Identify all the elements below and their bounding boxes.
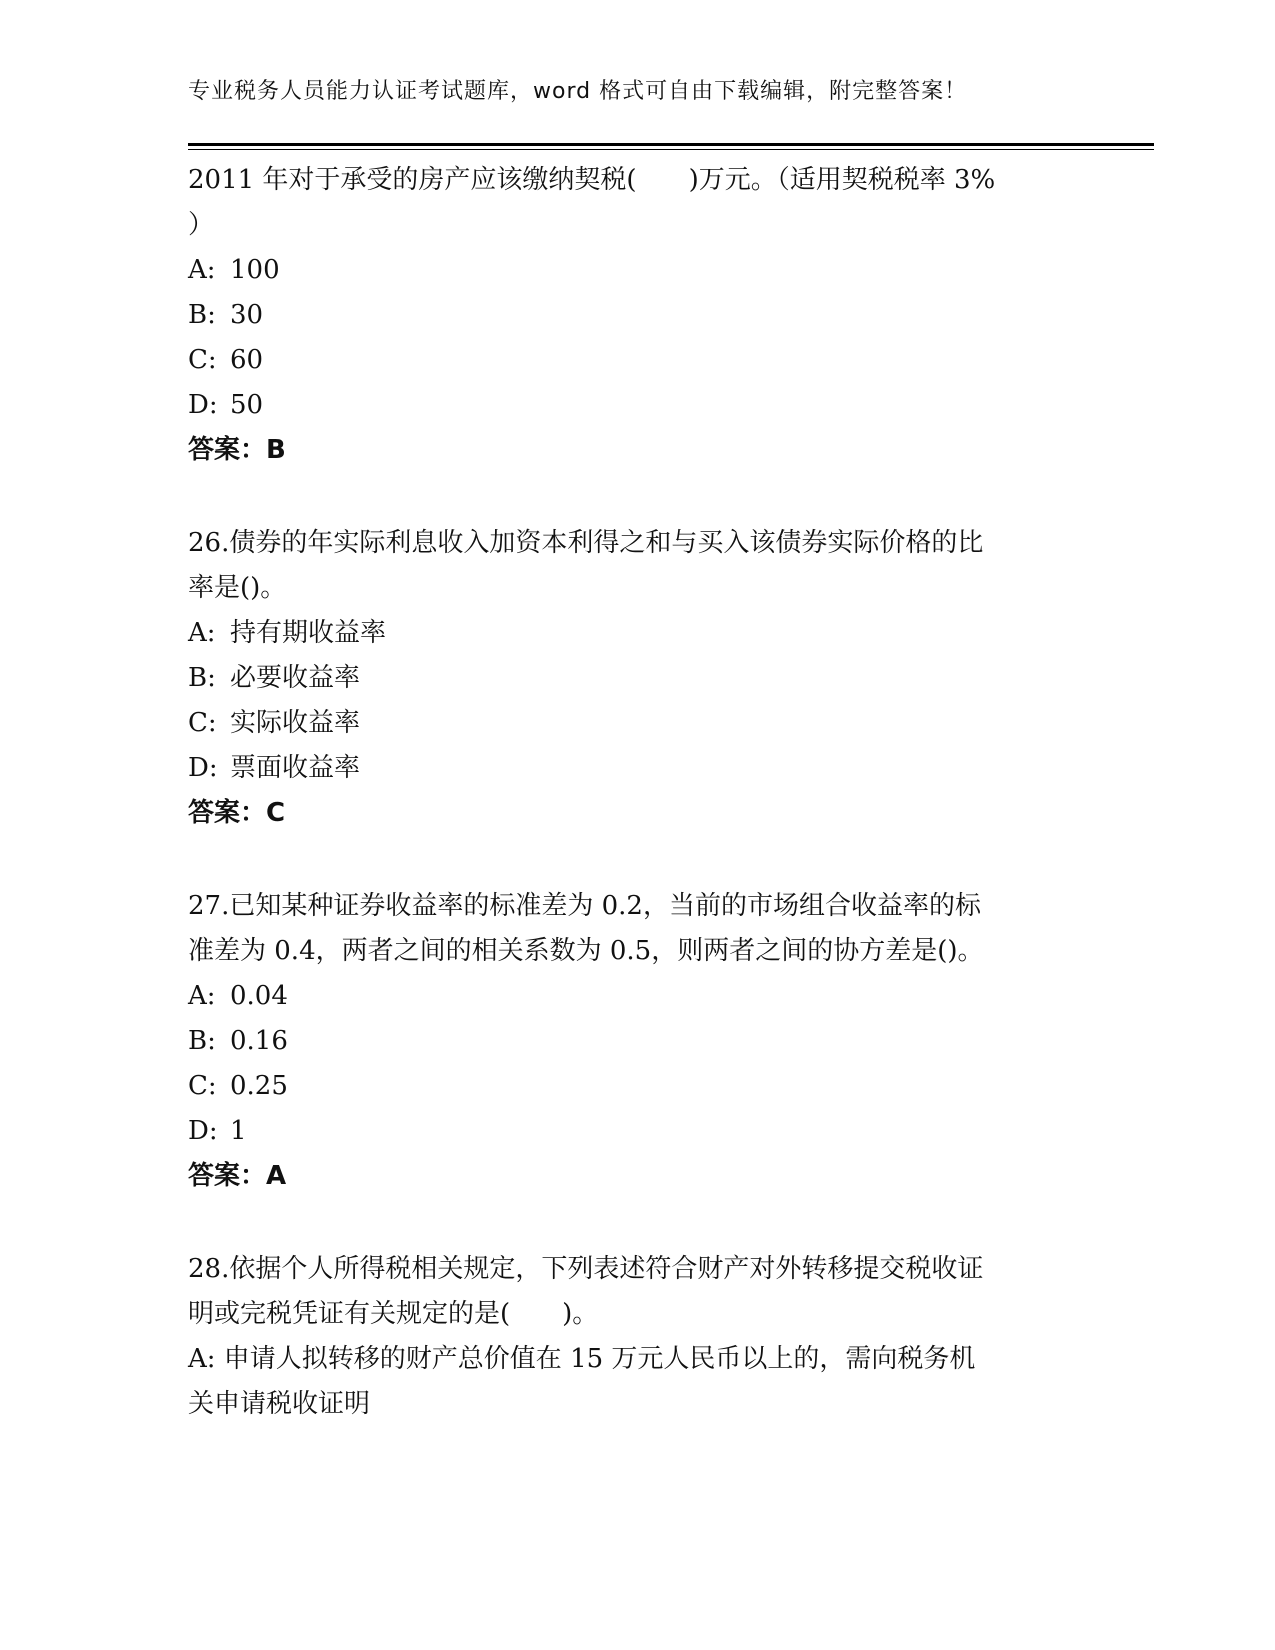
option-label: C: xyxy=(188,708,217,738)
answer-line: 答案：A xyxy=(188,1161,287,1191)
option-text: 0.25 xyxy=(230,1071,288,1101)
answer-line: 答案：B xyxy=(188,435,286,465)
option-d xyxy=(188,383,1088,428)
option-text: 必要收益率 xyxy=(230,663,361,693)
question-stem-line: 率是()。 xyxy=(188,573,287,603)
option-c xyxy=(188,338,1088,383)
option-label: A: xyxy=(188,618,216,648)
question-26 xyxy=(188,521,1088,836)
question-stem-line: 26.债券的年实际利息收入加资本利得之和与买入该债券实际价格的比 xyxy=(188,528,984,558)
option-c xyxy=(188,701,1088,746)
option-label: A: xyxy=(188,255,216,285)
option-label: B: xyxy=(188,1026,216,1056)
option-a-continuation: 关申请税收证明 xyxy=(188,1389,371,1419)
spacer xyxy=(188,1199,1088,1247)
question-stem-line: 明或完税凭证有关规定的是( )。 xyxy=(188,1299,599,1329)
option-label: C: xyxy=(188,345,217,375)
option-a xyxy=(188,974,1088,1019)
option-label: B: xyxy=(188,663,216,693)
question-27 xyxy=(188,884,1088,1199)
option-label: D: xyxy=(188,1116,218,1146)
question-stem-line: ） xyxy=(188,210,215,240)
spacer xyxy=(188,473,1088,521)
option-text: 1 xyxy=(230,1116,247,1146)
question-25 xyxy=(188,158,1088,473)
option-d xyxy=(188,1109,1088,1154)
option-d xyxy=(188,746,1088,791)
option-b xyxy=(188,1019,1088,1064)
option-text: 0.04 xyxy=(230,981,288,1011)
header-rule-thin xyxy=(188,149,1154,150)
option-text: 50 xyxy=(230,390,264,420)
option-text: 票面收益率 xyxy=(230,753,361,783)
option-a xyxy=(188,611,1088,656)
option-text: 60 xyxy=(230,345,264,375)
question-28 xyxy=(188,1247,1088,1427)
header-rule-thick xyxy=(188,143,1154,146)
option-b xyxy=(188,293,1088,338)
question-stem-line: 27.已知某种证券收益率的标准差为 0.2，当前的市场组合收益率的标 xyxy=(188,891,981,921)
spacer xyxy=(188,836,1088,884)
option-label: B: xyxy=(188,300,216,330)
option-label: C: xyxy=(188,1071,217,1101)
option-text: 0.16 xyxy=(230,1026,288,1056)
option-a: A: 申请人拟转移的财产总价值在 15 万元人民币以上的，需向税务机 xyxy=(188,1344,976,1374)
option-c xyxy=(188,1064,1088,1109)
question-stem-line: 28.依据个人所得税相关规定，下列表述符合财产对外转移提交税收证 xyxy=(188,1254,984,1284)
option-text: 持有期收益率 xyxy=(230,618,387,648)
option-label: D: xyxy=(188,390,218,420)
answer-line: 答案：C xyxy=(188,798,286,828)
option-label: D: xyxy=(188,753,218,783)
question-stem-line: 2011 年对于承受的房产应该缴纳契税( )万元。（适用契税税率 3% xyxy=(188,165,996,195)
option-text: 30 xyxy=(230,300,264,330)
option-text: 100 xyxy=(230,255,280,285)
question-stem-line: 准差为 0.4，两者之间的相关系数为 0.5，则两者之间的协方差是()。 xyxy=(188,936,984,966)
option-label: A: xyxy=(188,981,216,1011)
option-b xyxy=(188,656,1088,701)
option-text: 实际收益率 xyxy=(230,708,361,738)
page-header: 专业税务人员能力认证考试题库，word 格式可自由下载编辑，附完整答案！ xyxy=(188,79,968,104)
question-content xyxy=(188,158,1088,1427)
option-a xyxy=(188,248,1088,293)
